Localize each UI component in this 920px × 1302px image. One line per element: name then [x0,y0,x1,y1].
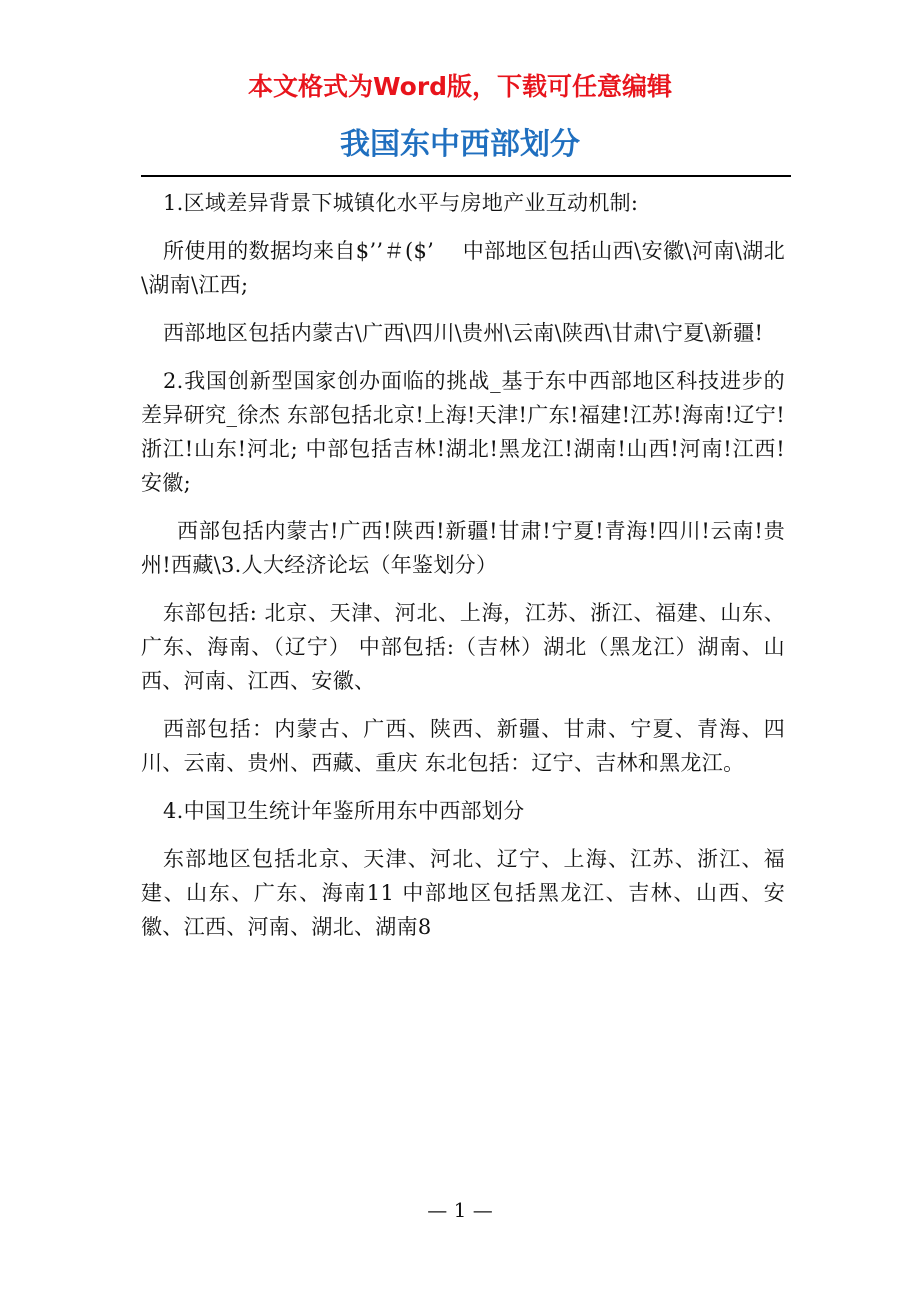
page-number: — 1 — [427,1198,493,1222]
paragraph-4: 2.我国创新型国家创办面临的挑战_基于东中西部地区科技进步的差异研究_徐杰 东部包括北京!上海!天津!广东!福建!江苏!海南!辽宁!浙江!山东!河北; 中部包括吉林!湖北!黑龙江!湖南!山西!河南!江西!安徽; [141,369,785,495]
download-notice-banner: 本文格式为Word版，下载可任意编辑 [247,72,673,101]
document-title: 我国东中西部划分 [340,127,580,162]
paragraph-7: 西部包括：内蒙古、广西、陕西、新疆、甘肃、宁夏、青海、四川、云南、贵州、西藏、重庆 东北包括：辽宁、吉林和黑龙江。 [141,717,785,775]
paragraph-8: 4.中国卫生统计年鉴所用东中西部划分 [163,799,525,823]
paragraph-6: 东部包括: 北京、天津、河北、上海，江苏、浙江、福建、山东、广东、海南、（辽宁） 中部包括:（吉林）湖北（黑龙江）湖南、山西、河南、江西、安徽、 [141,601,785,693]
document-body [141,186,785,958]
paragraph-1: 1.区域差异背景下城镇化水平与房地产业互动机制: [163,191,639,215]
paragraph-5: 西部包括内蒙古!广西!陕西!新疆!甘肃!宁夏!青海!四川!云南!贵州!西藏\3.人大经济论坛（年鉴划分） [141,519,785,577]
paragraph-3: 西部地区包括内蒙古\广西\四川\贵州\云南\陕西\甘肃\宁夏\新疆! [163,321,764,345]
paragraph-9: 东部地区包括北京、天津、河北、辽宁、上海、江苏、浙江、福建、山东、广东、海南11 中部地区包括黑龙江、吉林、山西、安徽、江西、河南、湖北、湖南8 [141,847,785,939]
paragraph-2: 所使用的数据均来自$’’＃($’ 中部地区包括山西\安徽\河南\湖北\湖南\江西; [141,239,785,297]
title-divider [141,175,791,177]
